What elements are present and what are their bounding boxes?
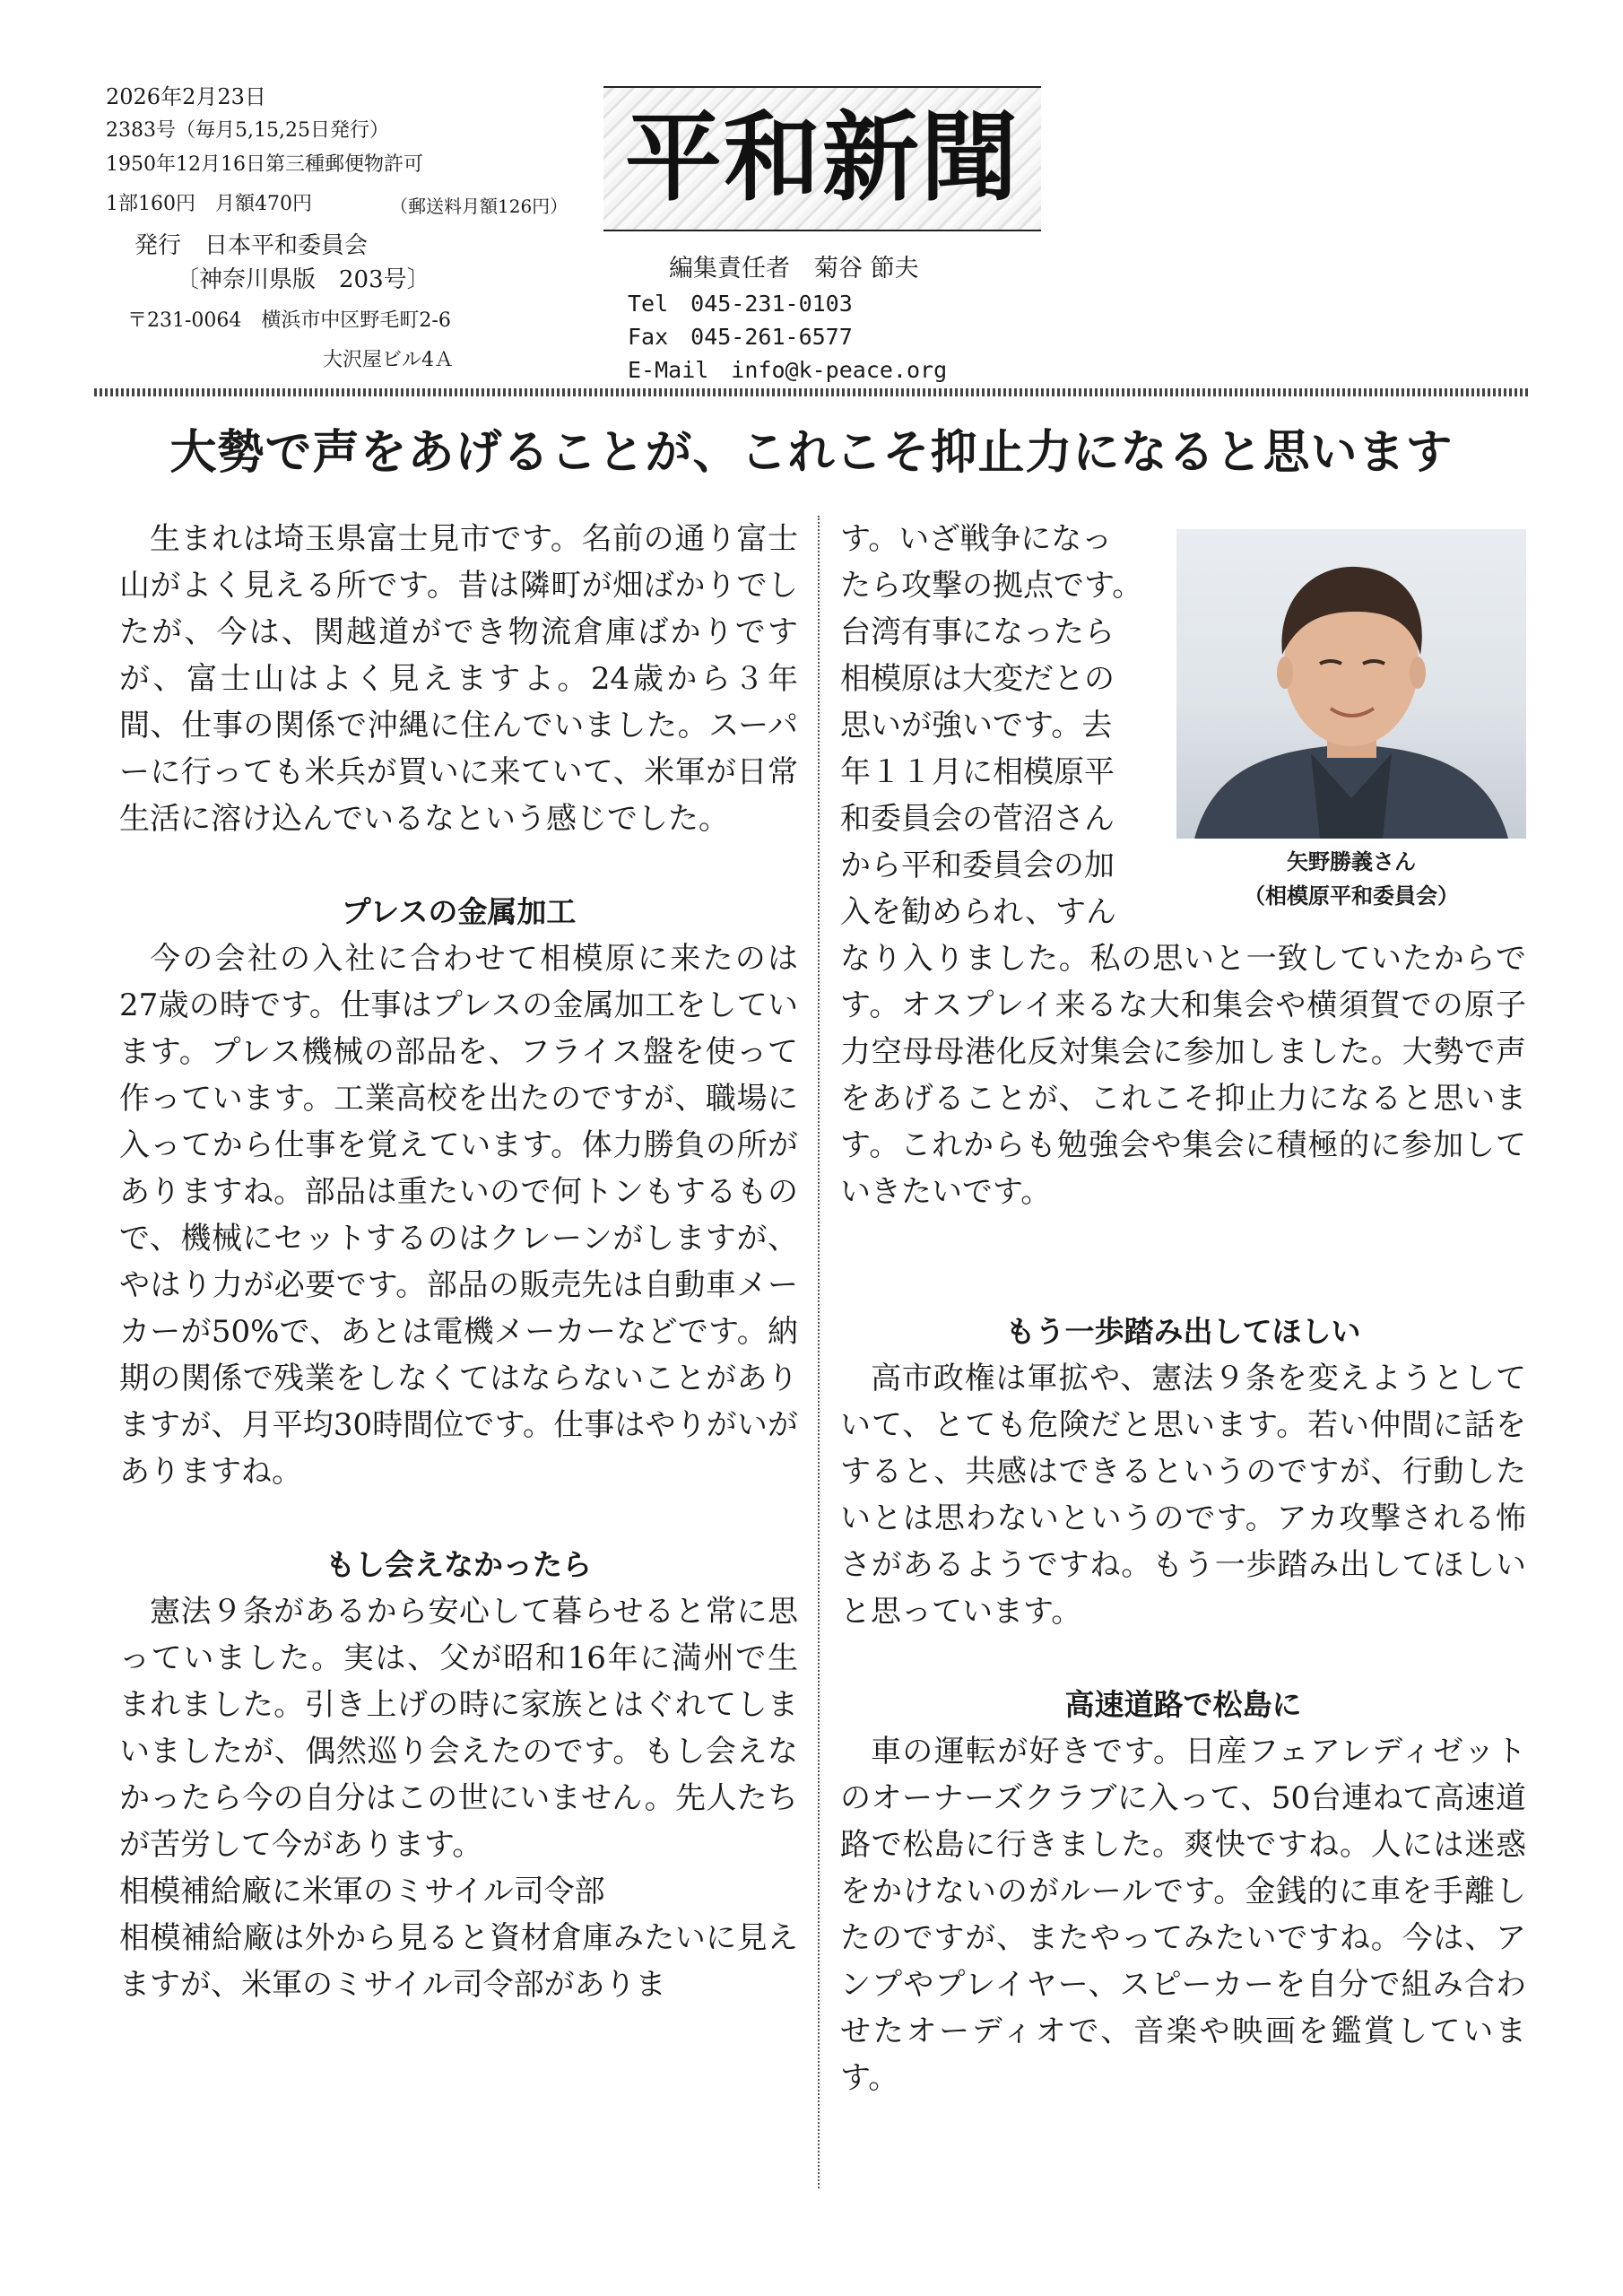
section-body-missile-command: 相模補給廠は外から見ると資材倉庫みたいに見えますが、米軍のミサイル司令部がありま: [119, 1920, 798, 2003]
postage: （郵送料月額126円）: [390, 196, 568, 217]
editor-in-charge: 編集責任者 菊谷 節夫: [669, 255, 919, 283]
publisher: 発行 日本平和委員会: [135, 232, 369, 259]
issue-number: 2383号（毎月5,15,25日発行）: [106, 119, 389, 142]
column-divider: [818, 516, 820, 2188]
continuation-line: す。いざ戦争になっ: [840, 521, 1113, 557]
header-divider: [94, 388, 1529, 396]
section-body-matsushima: 車の運転が好きです。日産フェアレディゼットのオーナーズクラブに入って、50台連ねて高速道路で松島に行きました。爽快ですね。人には迷惑をかけないのがルールです。金銭的に車を手離したのですが、またやってみたいですね。今は、アンプやプレイヤー、スピーカーを自分で組み合わせたオーディオで、音楽や映画を鑑賞しています。: [840, 1734, 1526, 2096]
article-headline: 大勢で声をあげることが、これこそ抑止力になると思います: [169, 426, 1454, 480]
photo-caption-name: 矢野勝義さん: [1287, 849, 1416, 874]
edition: 〔神奈川県版 203号〕: [176, 266, 430, 293]
contact-tel: Tel 045-231-0103: [628, 291, 853, 317]
masthead-title: 平和新聞: [624, 102, 1020, 214]
continuation-line: たら攻撃の拠点です。: [840, 568, 1143, 604]
continuation-line: 年１１月に相模原平: [840, 754, 1115, 790]
continuation-line: 和委員会の菅沼さん: [840, 801, 1115, 837]
section-body-step-forward: 高市政権は軍拡や、憲法９条を変えようとしていて、とても危険だと思います。若い仲間に話をすると、共感はできるというのですが、行動したいとは思わないというのです。アカ攻撃される怖さがあるようですね。もう一歩踏み出してほしいと思っています。: [840, 1361, 1526, 1630]
address-line-1: 〒231-0064 横浜市中区野毛町2-6: [127, 309, 451, 332]
section-heading-step-forward: もう一歩踏み出してほしい: [1005, 1314, 1361, 1349]
section-heading-matsushima: 高速道路で松島に: [1064, 1687, 1302, 1722]
address-line-2: 大沢屋ビル4Ａ: [323, 349, 454, 371]
postal-permit: 1950年12月16日第三種郵便物許可: [106, 153, 423, 176]
photo-caption: [1176, 845, 1526, 913]
portrait-illustration: [1176, 529, 1526, 839]
continuation-paragraph: なり入りました。私の思いと一致していたからです。オスプレイ来るな大和集会や横須賀での原子力空母母港化反対集会に参加しました。大勢で声をあげることが、これこそ抑止力になると思います。これからも勉強会や集会に積極的に参加していきたいです。: [840, 941, 1526, 1210]
right-column-bottom: [840, 935, 1526, 2101]
issue-date: 2026年2月23日: [106, 84, 266, 109]
portrait-photo: [1176, 529, 1526, 839]
section-heading-missile-command: 相模補給廠に米軍のミサイル司令部: [119, 1874, 605, 1909]
section-body-reunion: 憲法９条があるから安心して暮らせると常に思っていました。実は、父が昭和16年に満州で生まれました。引き上げの時に家族とはぐれてしまいましたが、偶然巡り会えたのです。もし会えなかったら今の自分はこの世にいません。先人たちが苦労して今があります。: [119, 1594, 798, 1863]
continuation-line: 相模原は大変だとの: [840, 661, 1115, 697]
continuation-line: から平和委員会の加: [840, 848, 1115, 883]
section-body-press: 今の会社の入社に合わせて相模原に来たのは27歳の時です。仕事はプレスの金属加工をしています。プレス機械の部品を、フライス盤を使って作っています。工業高校を出たのですが、職場に入ってから仕事を覚えています。体力勝負の所がありますね。部品は重たいので何トンもするもので、機械にセットするのはクレーンがしますが、やはり力が必要です。部品の販売先は自動車メーカーが50%で、あとは電機メーカーなどです。納期の関係で残業をしなくてはならないことがありますが、月平均30時間位です。仕事はやりがいがありますね。: [119, 941, 798, 1490]
photo-caption-org: （相模原平和委員会）: [1244, 883, 1459, 909]
section-heading-reunion: もし会えなかったら: [325, 1547, 592, 1582]
right-column-top: [840, 516, 1172, 935]
price: 1部160円 月額470円: [106, 193, 312, 215]
left-column: [119, 516, 798, 2008]
continuation-line: 台湾有事になったら: [840, 614, 1115, 650]
continuation-line: 思いが強いです。去: [840, 708, 1113, 744]
continuation-line: 入を勧められ、すん: [840, 894, 1117, 930]
contact-email: E-Mail info@k-peace.org: [628, 357, 948, 383]
intro-paragraph: 生まれは埼玉県富士見市です。名前の通り富士山がよく見える所です。昔は隣町が畑ばかりでしたが、今は、関越道ができ物流倉庫ばかりですが、富士山はよく見えますよ。24歳から３年間、仕事の関係で沖縄に住んでいました。スーパーに行っても米兵が買いに来ていて、米軍が日常生活に溶け込んでいるなという感じでした。: [119, 521, 798, 837]
masthead: [603, 86, 1041, 231]
contact-fax: Fax 045-261-6577: [628, 324, 853, 350]
section-heading-press: プレスの金属加工: [341, 894, 577, 929]
